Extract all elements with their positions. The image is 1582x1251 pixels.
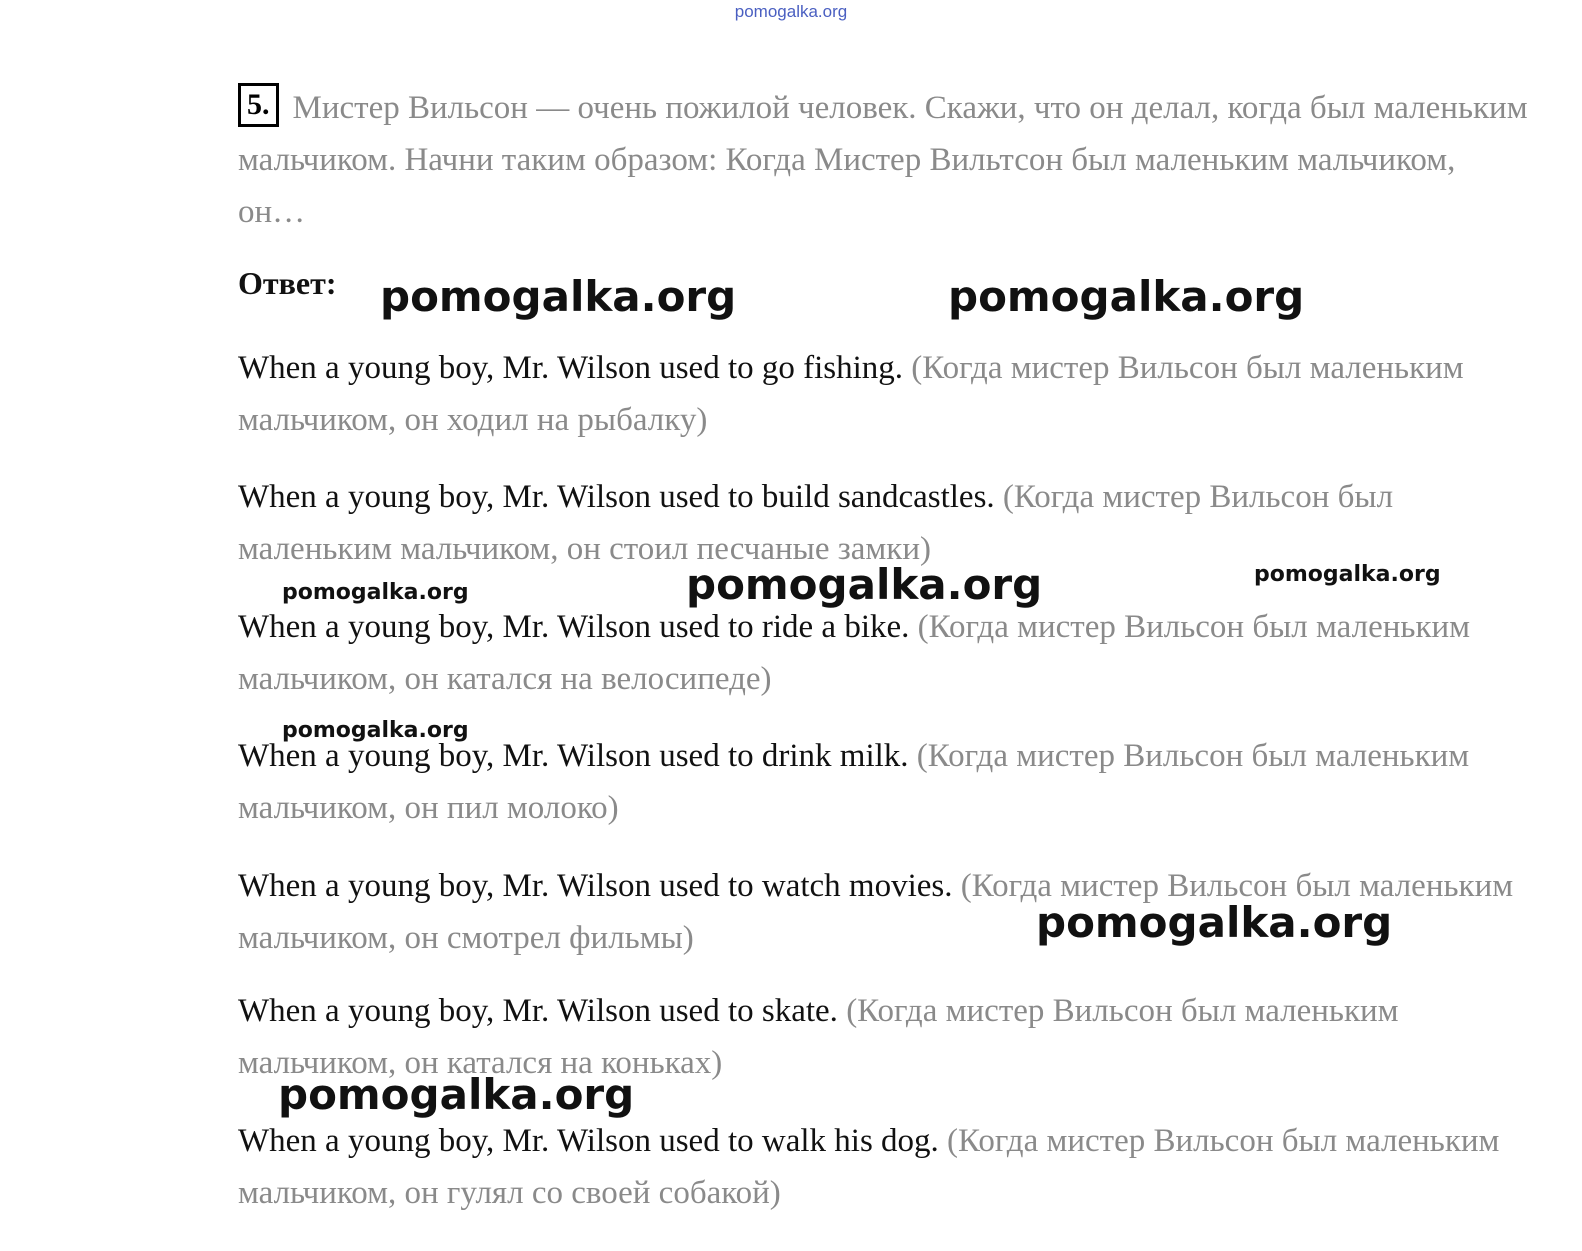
watermark: pomogalka.org — [380, 272, 737, 321]
watermark: pomogalka.org — [278, 1070, 635, 1119]
task-number: 5. — [238, 83, 279, 127]
answer-english: When a young boy, Mr. Wilson used to build sandcastles. — [238, 479, 995, 515]
watermark: pomogalka.org — [686, 560, 1043, 609]
answer-english: When a young boy, Mr. Wilson used to go fishing. — [238, 350, 904, 386]
answer-russian: (Когда мистер Вильсон был маленьким мальчиком, он катался на коньках) — [238, 993, 1399, 1081]
answer-russian: (Когда мистер Вильсон был маленьким мальчиком, он катался на велосипеде) — [238, 609, 1471, 697]
answer-label: Ответ: — [238, 265, 337, 301]
answer-item — [238, 730, 1538, 834]
answer-russian: (Когда мистер Вильсон был маленьким мальчиком, он гулял со своей собакой) — [238, 1123, 1500, 1211]
watermark: pomogalka.org — [1254, 562, 1441, 587]
answer-english: When a young boy, Mr. Wilson used to ride a bike. — [238, 609, 910, 645]
watermark: pomogalka.org — [282, 580, 469, 605]
watermark: pomogalka.org — [1036, 898, 1393, 947]
answer-russian: (Когда мистер Вильсон был маленьким мальчиком, он пил молоко) — [238, 738, 1470, 826]
answer-english: When a young boy, Mr. Wilson used to watch movies. — [238, 868, 953, 904]
task-block — [238, 82, 1528, 238]
answer-russian: (Когда мистер Вильсон был маленьким мальчиком, он ходил на рыбалку) — [238, 350, 1464, 438]
watermark: pomogalka.org — [282, 718, 469, 743]
answer-russian: (Когда мистер Вильсон был маленьким мальчиком, он смотрел фильмы) — [238, 868, 1514, 956]
header-watermark: pomogalka.org — [734, 2, 848, 21]
answer-item — [238, 342, 1538, 446]
answer-item — [238, 1115, 1538, 1219]
answer-english: When a young boy, Mr. Wilson used to drink milk. — [238, 738, 909, 774]
answer-item — [238, 601, 1538, 705]
watermark: pomogalka.org — [948, 272, 1305, 321]
task-text: Мистер Вильсон — очень пожилой человек. Скажи, что он делал, когда был маленьким мальчиком. Начни таким образом: Когда Мистер Вильтсон был маленьким мальчиком, он… — [238, 90, 1528, 230]
answer-russian: (Когда мистер Вильсон был маленьким мальчиком, он стоил песчаные замки) — [238, 479, 1394, 567]
answer-english: When a young boy, Mr. Wilson used to walk his dog. — [238, 1123, 939, 1159]
answer-english: When a young boy, Mr. Wilson used to skate. — [238, 993, 838, 1029]
